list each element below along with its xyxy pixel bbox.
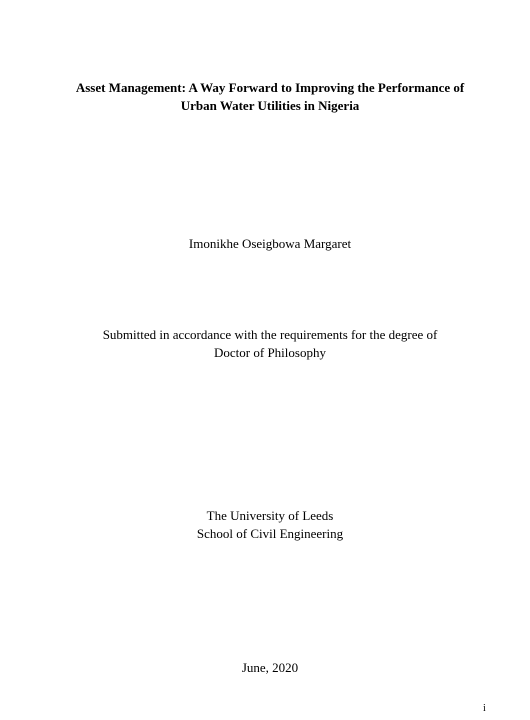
- submission-date-text: June, 2020: [241, 660, 299, 675]
- university-name: The University of Leeds: [206, 508, 334, 523]
- thesis-title-line-2: Urban Water Utilities in Nigeria: [180, 98, 360, 113]
- thesis-title: [0, 79, 530, 115]
- institution: [0, 507, 530, 543]
- school-name: School of Civil Engineering: [196, 526, 344, 541]
- page-number: i: [483, 703, 486, 714]
- author-name: [0, 235, 530, 253]
- thesis-title-line-1: Asset Management: A Way Forward to Improving the Performance of: [75, 80, 465, 95]
- degree-statement-line-2: Doctor of Philosophy: [214, 345, 326, 360]
- author-name-text: Imonikhe Oseigbowa Margaret: [188, 236, 352, 251]
- submission-date: [0, 659, 530, 677]
- degree-statement-line-1: Submitted in accordance with the requirements for the degree of: [102, 327, 438, 342]
- degree-statement: [0, 326, 530, 362]
